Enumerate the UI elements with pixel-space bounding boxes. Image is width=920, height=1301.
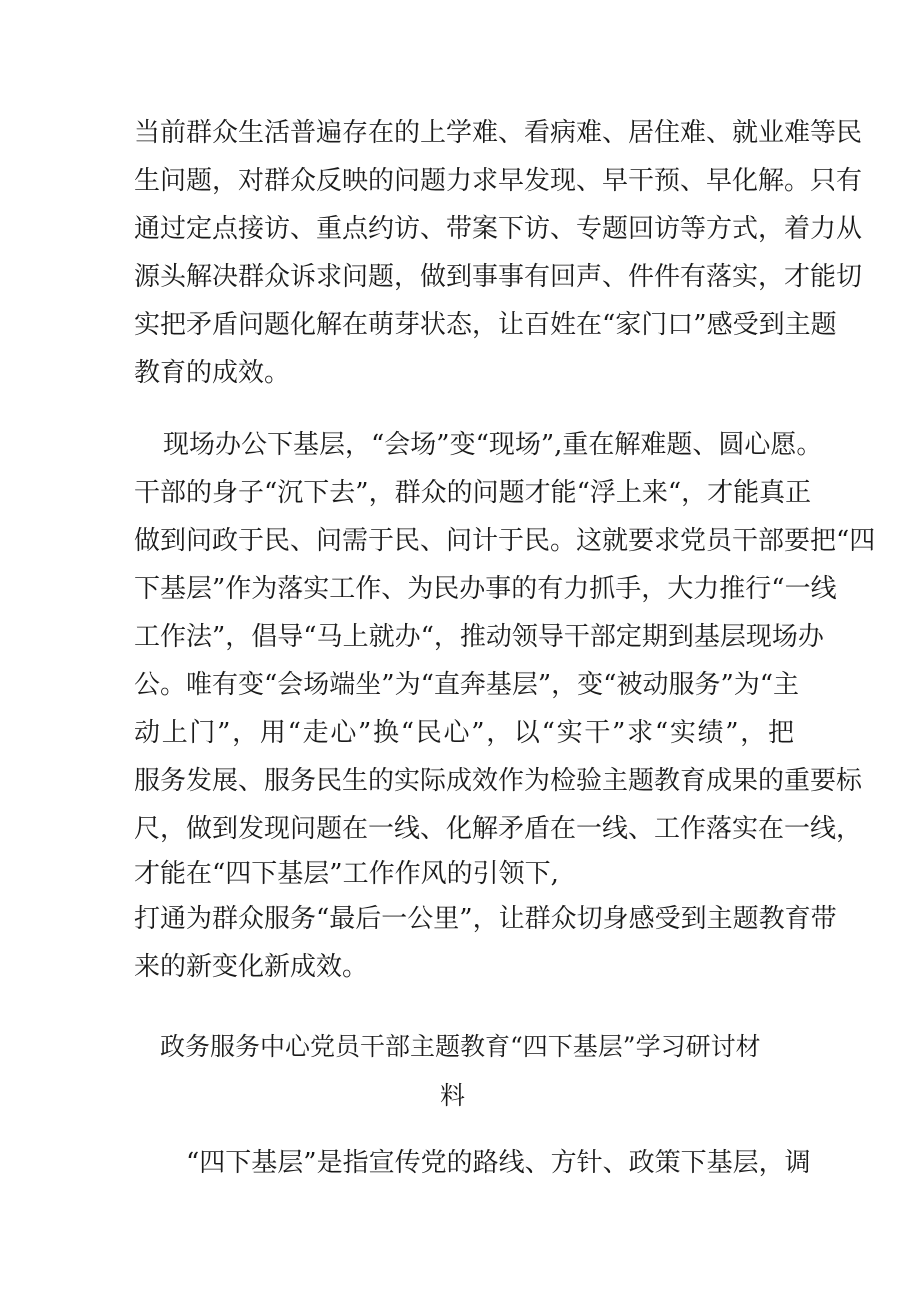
paragraph-2-line-11: 打通为群众服务“最后一公里”，让群众切身感受到主题教育带 [134,904,837,934]
paragraph-3-line-1: “四下基层”是指宣传党的路线、方针、政策下基层，调 [186,1148,811,1178]
document-heading-line-2: 料 [440,1081,466,1110]
paragraph-2-line-9: 尺，做到发现问题在一线、化解矛盾在一线、工作落实在一线， [134,814,863,844]
paragraph-2-line-12: 来的新变化新成效。 [134,952,369,982]
paragraph-1-line-2: 生问题，对群众反映的问题力求早发现、早干预、早化解。只有 [134,166,863,196]
paragraph-2-line-6: 公。唯有变“会场端坐”为“直奔基层”，变“被动服务”为“主 [134,670,800,700]
paragraph-2-line-3: 做到问政于民、问需于民、问计于民。这就要求党员干部要把“四 [134,526,876,556]
paragraph-1-line-1: 当前群众生活普遍存在的上学难、看病难、居住难、就业难等民 [134,118,863,148]
paragraph-2-line-4: 下基层”作为落实工作、为民办事的有力抓手，大力推行“一线 [134,574,837,604]
paragraph-2-line-7: 动上门”，用“走心”换“民心”，以“实干”求“实绩”，把 [134,718,794,748]
paragraph-1-line-5: 实把矛盾问题化解在萌芽状态，让百姓在“家门口”感受到主题 [134,310,837,340]
document-heading-line-1: 政务服务中心党员干部主题教育“四下基层”学习研讨材 [160,1032,761,1061]
paragraph-1-line-3: 通过定点接访、重点约访、带案下访、专题回访等方式，着力从 [134,214,863,244]
paragraph-2-line-8: 服务发展、服务民生的实际成效作为检验主题教育成果的重要标 [134,766,863,796]
paragraph-2-line-5: 工作法”，倡导“马上就办“，推动领导干部定期到基层现场办 [134,622,824,652]
paragraph-2-line-10: 才能在“四下基层”工作作风的引领下, [134,859,559,889]
paragraph-1-line-6: 教育的成效。 [134,358,291,388]
paragraph-2-line-2: 干部的身子“沉下去”，群众的问题才能“浮上来“，才能真正 [134,478,812,508]
paragraph-2-line-1: 现场办公下基层，“会场”变“现场”,重在解难题、圆心愿。 [163,430,823,460]
paragraph-1-line-4: 源头解决群众诉求问题，做到事事有回声、件件有落实，才能切 [134,262,863,292]
